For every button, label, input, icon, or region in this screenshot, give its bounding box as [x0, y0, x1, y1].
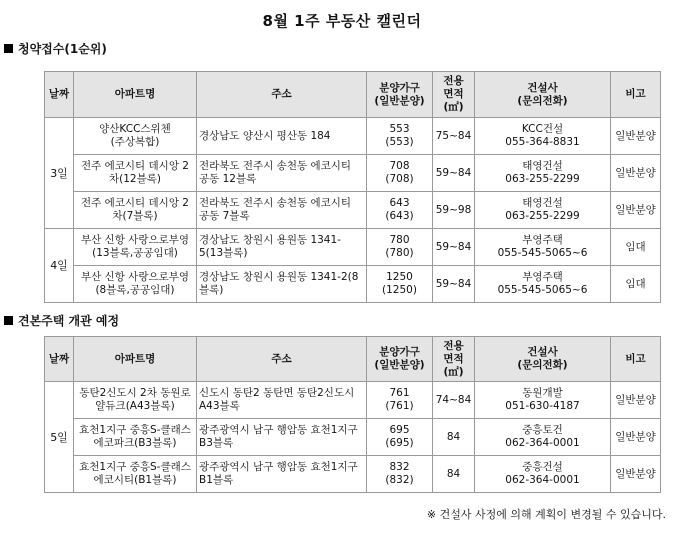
- units-cell: 643 (643): [367, 192, 433, 229]
- units-cell: 761 (761): [367, 382, 433, 419]
- units-cell: 1250 (1250): [367, 266, 433, 303]
- builder-cell: KCC건설 055-364-8831: [475, 118, 611, 155]
- table-row: [45, 229, 661, 266]
- table-row: [45, 419, 661, 456]
- header-area-1: 전용 면적 (㎡): [433, 72, 475, 118]
- apt-name-cell: 전주 에코시티 데시앙 2차(12블록): [74, 155, 197, 192]
- date-cell: 3일: [45, 118, 74, 229]
- square-bullet-icon: [4, 316, 13, 325]
- note-cell: 일반분양: [611, 192, 661, 229]
- header-date: 날짜: [45, 337, 74, 382]
- section-heading-subscription: 청약접수(1순위): [4, 40, 107, 57]
- builder-cell: 태영건설 063-255-2299: [475, 192, 611, 229]
- builder-cell: 동원개발 051-630-4187: [475, 382, 611, 419]
- header-note: 비고: [611, 72, 661, 118]
- note-cell: 일반분양: [611, 382, 661, 419]
- area-cell: 74~84: [433, 382, 475, 419]
- address-cell: 경상남도 양산시 평산동 184: [197, 118, 367, 155]
- builder-cell: 부영주택 055-545-5065~6: [475, 229, 611, 266]
- builder-cell: 중흥건설 062-364-0001: [475, 456, 611, 493]
- header-units-main: 분양가구 (일반분양): [367, 337, 433, 382]
- header-builder-main: 건설사 (문의전화): [475, 72, 611, 118]
- date-cell: 5일: [45, 382, 74, 493]
- units-cell: 708 (708): [367, 155, 433, 192]
- address-cell: 전라북도 전주시 송천동 에코시티 공동 12블록: [197, 155, 367, 192]
- table-row: [45, 118, 661, 155]
- builder-cell: 태영건설 063-255-2299: [475, 155, 611, 192]
- address-cell: 광주광역시 남구 행암동 효천1지구 B1블록: [197, 456, 367, 493]
- table-row: [45, 155, 661, 192]
- note-cell: 일반분양: [611, 456, 661, 493]
- header-apt: 아파트명: [74, 72, 197, 118]
- header-area-1: 전용 면적 (㎡): [433, 337, 475, 382]
- area-cell: 59~84: [433, 155, 475, 192]
- date-cell: 4일: [45, 229, 74, 303]
- header-row: [45, 72, 661, 118]
- header-note: 비고: [611, 337, 661, 382]
- note-cell: 일반분양: [611, 118, 661, 155]
- apt-name-cell: 부산 신항 사랑으로부영(8블록,공공임대): [74, 266, 197, 303]
- note-cell: 일반분양: [611, 419, 661, 456]
- square-bullet-icon: [4, 44, 13, 53]
- builder-cell: 부영주택 055-545-5065~6: [475, 266, 611, 303]
- table-row: [45, 192, 661, 229]
- address-cell: 경상남도 창원시 용원동 1341-2(8블록): [197, 266, 367, 303]
- header-units-main: 분양가구 (일반분양): [367, 72, 433, 118]
- units-cell: 695 (695): [367, 419, 433, 456]
- table-row: [45, 266, 661, 303]
- apt-name-cell: 효천1지구 중흥S-클래스 에코파크(B3블록): [74, 419, 197, 456]
- note-cell: 임대: [611, 266, 661, 303]
- header-address: 주소: [197, 72, 367, 118]
- page-title: 8월 1주 부동산 캘린더: [262, 12, 422, 30]
- header-row: [45, 337, 661, 382]
- address-cell: 광주광역시 남구 행암동 효천1지구 B3블록: [197, 419, 367, 456]
- apt-name-cell: 동탄2신도시 2차 동원로얄듀크(A43블록): [74, 382, 197, 419]
- address-cell: 경상남도 창원시 용원동 1341-5(13블록): [197, 229, 367, 266]
- footnote: ※ 건설사 사정에 의해 계획이 변경될 수 있습니다.: [426, 508, 666, 521]
- units-cell: 832 (832): [367, 456, 433, 493]
- area-cell: 59~98: [433, 192, 475, 229]
- header-apt: 아파트명: [74, 337, 197, 382]
- note-cell: 임대: [611, 229, 661, 266]
- units-cell: 553 (553): [367, 118, 433, 155]
- area-cell: 59~84: [433, 229, 475, 266]
- section-heading-model-house: 견본주택 개관 예정: [4, 312, 119, 329]
- area-cell: 59~84: [433, 266, 475, 303]
- area-cell: 84: [433, 419, 475, 456]
- address-cell: 전라북도 전주시 송천동 에코시티 공동 7블록: [197, 192, 367, 229]
- address-cell: 신도시 동탄2 동탄면 동탄2신도시 A43블록: [197, 382, 367, 419]
- table-row: [45, 382, 661, 419]
- apt-name-cell: 효천1지구 중흥S-클래스 에코시티(B1블록): [74, 456, 197, 493]
- area-cell: 84: [433, 456, 475, 493]
- header-date: 날짜: [45, 72, 74, 118]
- header-builder-main: 건설사 (문의전화): [475, 337, 611, 382]
- table-row: [45, 456, 661, 493]
- subscription-table: [44, 71, 661, 303]
- apt-name-cell: 전주 에코시티 데시앙 2차(7블록): [74, 192, 197, 229]
- apt-name-cell: 부산 신항 사랑으로부영(13블록,공공임대): [74, 229, 197, 266]
- area-cell: 75~84: [433, 118, 475, 155]
- apt-name-cell: 양산KCC스위첸 (주상복합): [74, 118, 197, 155]
- builder-cell: 중흥토건 062-364-0001: [475, 419, 611, 456]
- units-cell: 780 (780): [367, 229, 433, 266]
- header-address: 주소: [197, 337, 367, 382]
- model-house-table: [44, 336, 661, 493]
- note-cell: 일반분양: [611, 155, 661, 192]
